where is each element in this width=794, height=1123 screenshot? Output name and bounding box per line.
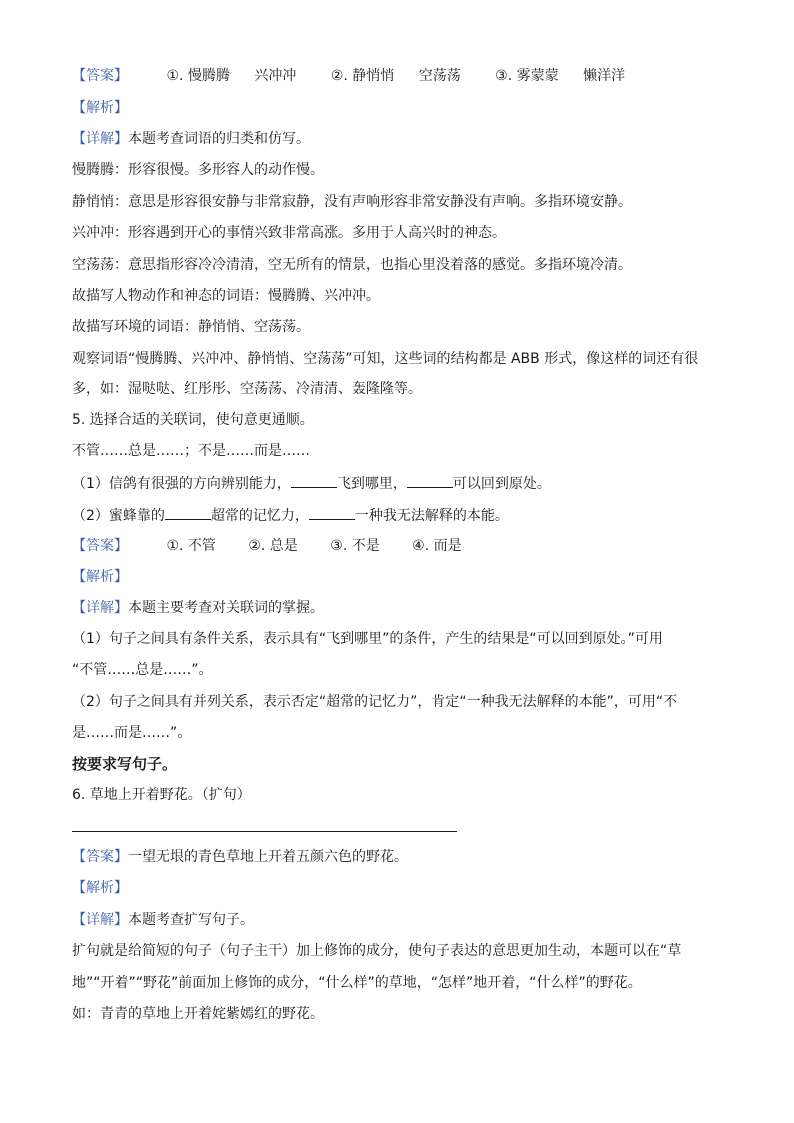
answer-item: 兴冲冲 xyxy=(254,68,297,84)
text-line: （1）句子之间具有条件关系，表示具有“飞到哪里”的条件，产生的结果是“可以回到原处。”可用 xyxy=(72,631,663,647)
blank xyxy=(407,473,453,488)
detail-line xyxy=(72,129,310,149)
answer-item: ③. 不是 xyxy=(330,538,380,554)
answer-label: 【答案】 xyxy=(72,849,128,865)
detail-line xyxy=(72,598,324,618)
text-line: 慢腾腾：形容很慢。多形容人的动作慢。 xyxy=(72,162,324,178)
blank xyxy=(165,505,211,520)
text-line: 空荡荡：意思指形容冷冷清清，空无所有的情景，也指心里没着落的感觉。多指环境冷清。 xyxy=(72,257,632,273)
detail-text: 本题考查扩写句子。 xyxy=(128,912,254,928)
q6-answer-row xyxy=(72,847,408,867)
text-line: 故描写人物动作和神态的词语：慢腾腾、兴冲冲。 xyxy=(72,288,380,304)
question-options: 不管……总是……；不是……而是…… xyxy=(72,443,310,459)
answer-item: ①. 慢腾腾 xyxy=(166,68,230,84)
text-line: 扩句就是给简短的句子（句子主干）加上修饰的成分，使句子表达的意思更加生动，本题可以在“草 xyxy=(72,943,682,959)
detail-label: 【详解】 xyxy=(72,131,128,147)
analysis-label: 【解析】 xyxy=(72,880,128,896)
blank xyxy=(309,505,355,520)
answer-text: 一望无垠的青色草地上开着五颜六色的野花。 xyxy=(128,849,408,865)
text-line: 是……而是……”。 xyxy=(72,725,192,741)
text-line: 观察词语“慢腾腾、兴冲冲、静悄悄、空荡荡”可知，这些词的结构都是 ABB 形式，像这样的词还有很 xyxy=(72,351,699,367)
answer-label: 【答案】 xyxy=(72,538,128,554)
text-line: （2）句子之间具有并列关系，表示否定“超常的记忆力”，肯定“一种我无法解释的本能”，可用“不 xyxy=(72,694,678,710)
text-line: “不管……总是……”。 xyxy=(72,662,213,678)
answer-item: 懒洋洋 xyxy=(583,68,626,84)
detail-line xyxy=(72,910,254,930)
text-line: 多，如：湿哒哒、红彤彤、空荡荡、冷清清、轰隆隆等。 xyxy=(72,381,422,397)
detail-label: 【详解】 xyxy=(72,912,128,928)
detail-label: 【详解】 xyxy=(72,600,128,616)
detail-text: 本题主要考查对关联词的掌握。 xyxy=(128,600,324,616)
answer-line xyxy=(72,831,457,832)
q5-answer-row xyxy=(72,536,462,556)
question-title: 6. 草地上开着野花。（扩句） xyxy=(72,787,251,803)
analysis-label: 【解析】 xyxy=(72,100,128,116)
text-line: 静悄悄：意思是形容很安静与非常寂静，没有声响形容非常安静没有声响。多指环境安静。 xyxy=(72,194,632,210)
answer-item: ④. 而是 xyxy=(412,538,462,554)
section-title: 按要求写句子。 xyxy=(72,755,178,773)
text-line: 故描写环境的词语：静悄悄、空荡荡。 xyxy=(72,319,310,335)
analysis-label: 【解析】 xyxy=(72,569,128,585)
answer-label: 【答案】 xyxy=(72,68,128,84)
detail-text: 本题考查词语的归类和仿写。 xyxy=(128,131,310,147)
answer-item: ②. 静悄悄 xyxy=(330,68,395,84)
question-sentence-2: （2）蜜蜂靠的 超常的记忆力， 一种我无法解释的本能。 xyxy=(72,505,509,526)
answer-item: ③. 雾蒙蒙 xyxy=(495,68,559,84)
blank xyxy=(291,473,337,488)
question-sentence-1: （1）信鸽有很强的方向辨别能力， 飞到哪里， 可以回到原处。 xyxy=(72,473,551,494)
question-title: 5. 选择合适的关联词，使句意更通顺。 xyxy=(72,412,314,428)
answer-item: ①. 不管 xyxy=(166,538,216,554)
text-line: 地”“开着”“野花”前面加上修饰的成分，“什么样”的草地，“怎样”地开着，“什么样”的野花。 xyxy=(72,975,642,991)
q4-answer-row xyxy=(72,66,625,86)
answer-item: 空荡荡 xyxy=(418,68,461,84)
text-line: 如：青青的草地上开着姹紫嫣红的野花。 xyxy=(72,1006,324,1022)
text-line: 兴冲冲：形容遇到开心的事情兴致非常高涨。多用于人高兴时的神态。 xyxy=(72,225,506,241)
answer-item: ②. 总是 xyxy=(248,538,298,554)
